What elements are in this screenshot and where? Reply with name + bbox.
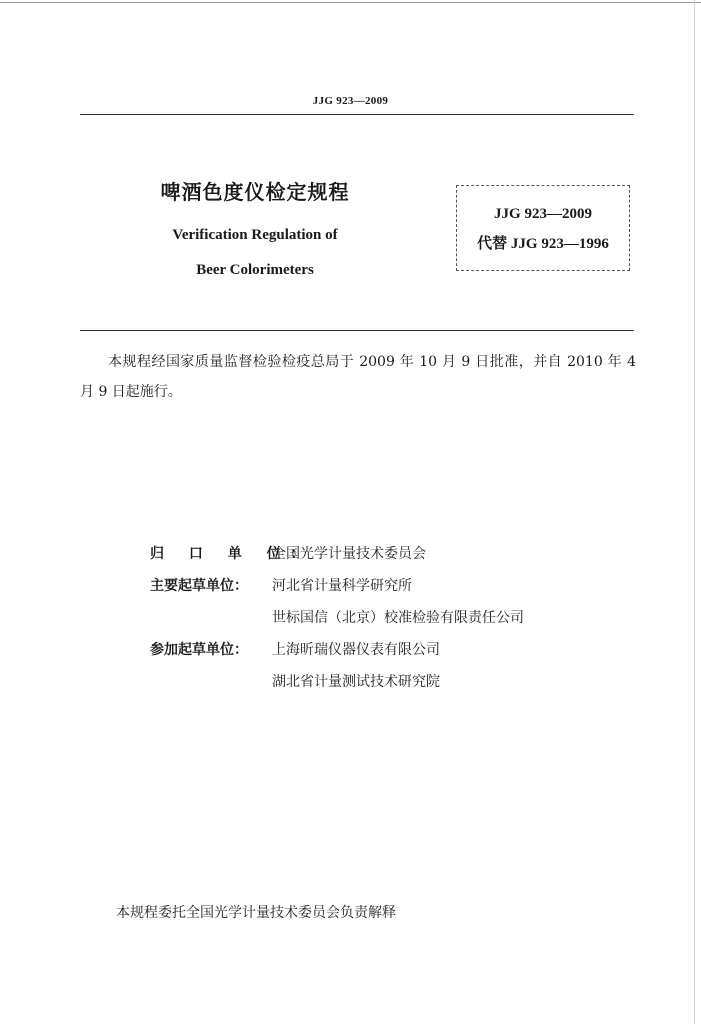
responsible-unit-row — [150, 538, 630, 570]
interpretation-note: 本规程委托全国光学计量技术委员会负责解释 — [116, 905, 396, 921]
main-drafting-unit-row — [150, 570, 630, 602]
main-drafting-unit-row — [150, 602, 630, 634]
main-drafting-unit-value: 河北省计量科学研究所 — [272, 578, 412, 594]
participating-unit-value: 上海昕瑞仪器仪表有限公司 — [272, 642, 440, 658]
approval-statement: 本规程经国家质量监督检验检疫总局于 2009 年 10 月 9 日批准，并自 2010 年 4 月 9 日起施行。 — [80, 354, 636, 400]
participating-unit-row — [150, 666, 630, 698]
replaces-code: 代替 JJG 923—1996 — [477, 236, 609, 252]
title-english-line2: Beer Colorimeters — [196, 262, 314, 278]
responsible-unit-label: 归 口 单 位： — [150, 546, 315, 562]
title-english-line1: Verification Regulation of — [172, 227, 338, 243]
responsible-unit-value: 全国光学计量技术委员会 — [272, 546, 426, 562]
drafting-units — [150, 538, 630, 698]
scan-right-edge — [694, 0, 695, 1024]
title-chinese: 啤酒色度仪检定规程 — [160, 180, 350, 204]
main-drafting-unit-value: 世标国信（北京）校准检验有限责任公司 — [272, 610, 524, 626]
header-rule — [80, 114, 634, 115]
participating-unit-label: 参加起草单位： — [150, 642, 248, 658]
scan-top-edge — [0, 2, 701, 3]
participating-unit-value: 湖北省计量测试技术研究院 — [272, 674, 440, 690]
header-standard-code: JJG 923—2009 — [312, 95, 389, 107]
standard-code: JJG 923—2009 — [494, 206, 592, 222]
main-drafting-unit-label: 主要起草单位： — [150, 578, 248, 594]
standard-code-box — [456, 185, 630, 271]
title-rule — [80, 330, 634, 331]
participating-unit-row — [150, 634, 630, 666]
